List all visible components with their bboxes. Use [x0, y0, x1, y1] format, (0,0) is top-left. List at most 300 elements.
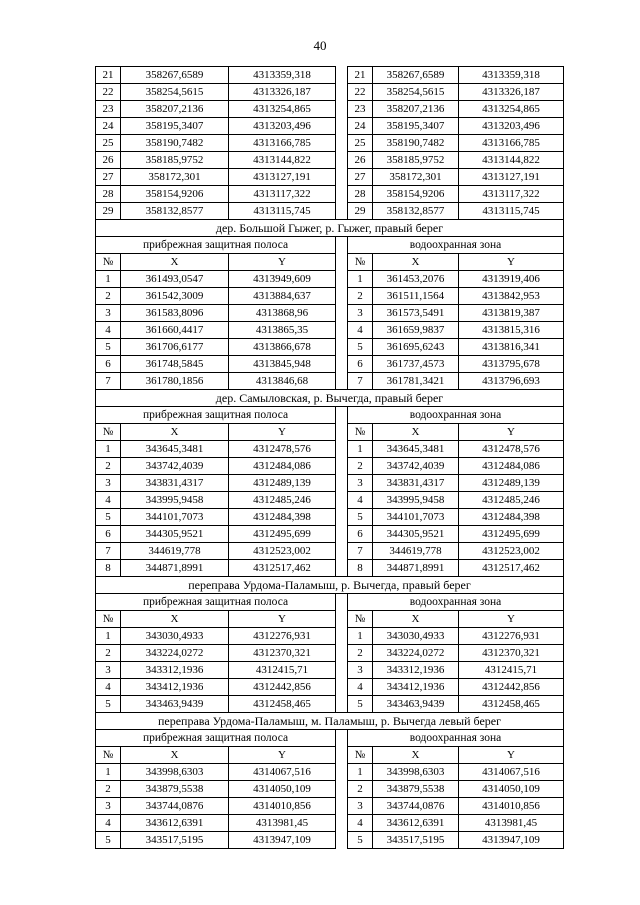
x-coordinate: 361583,8096: [121, 305, 229, 322]
y-coordinate: 4313842,953: [459, 288, 564, 305]
zone-label-row: [96, 407, 564, 424]
y-coordinate: 4313919,406: [459, 271, 564, 288]
x-coordinate: 361737,4573: [373, 356, 459, 373]
column-gap: [336, 781, 348, 798]
y-coordinate: 4313359,318: [229, 67, 336, 84]
header-x: X: [373, 747, 459, 764]
column-header-row: [96, 424, 564, 441]
y-coordinate: 4314050,109: [229, 781, 336, 798]
x-coordinate: 343412,1936: [121, 679, 229, 696]
y-coordinate: 4313846,68: [229, 373, 336, 390]
y-coordinate: 4313117,322: [459, 186, 564, 203]
point-number: 1: [96, 441, 121, 458]
x-coordinate: 358154,9206: [373, 186, 459, 203]
column-gap: [336, 815, 348, 832]
point-number: 6: [96, 526, 121, 543]
x-coordinate: 343412,1936: [373, 679, 459, 696]
x-coordinate: 343742,4039: [373, 458, 459, 475]
table-row: [96, 645, 564, 662]
point-number: 22: [96, 84, 121, 101]
x-coordinate: 343998,6303: [121, 764, 229, 781]
y-coordinate: 4314067,516: [459, 764, 564, 781]
y-coordinate: 4314010,856: [229, 798, 336, 815]
coastal-strip-label: прибрежная защитная полоса: [96, 730, 336, 747]
column-gap: [336, 747, 348, 764]
header-number: №: [348, 611, 373, 628]
point-number: 21: [96, 67, 121, 84]
y-coordinate: 4312442,856: [459, 679, 564, 696]
table-row: [96, 560, 564, 577]
point-number: 7: [348, 373, 373, 390]
table-row: [96, 118, 564, 135]
table-row: [96, 492, 564, 509]
point-number: 21: [348, 67, 373, 84]
point-number: 6: [96, 356, 121, 373]
column-gap: [336, 84, 348, 101]
column-gap: [336, 356, 348, 373]
x-coordinate: 343612,6391: [373, 815, 459, 832]
y-coordinate: 4312517,462: [229, 560, 336, 577]
y-coordinate: 4314067,516: [229, 764, 336, 781]
x-coordinate: 361511,1564: [373, 288, 459, 305]
column-gap: [336, 832, 348, 849]
point-number: 25: [348, 135, 373, 152]
y-coordinate: 4313845,948: [229, 356, 336, 373]
x-coordinate: 343744,0876: [373, 798, 459, 815]
column-gap: [336, 628, 348, 645]
y-coordinate: 4312484,086: [229, 458, 336, 475]
point-number: 3: [348, 662, 373, 679]
y-coordinate: 4313796,693: [459, 373, 564, 390]
x-coordinate: 343879,5538: [121, 781, 229, 798]
y-coordinate: 4313127,191: [459, 169, 564, 186]
point-number: 6: [348, 526, 373, 543]
point-number: 26: [348, 152, 373, 169]
point-number: 29: [348, 203, 373, 220]
x-coordinate: 343645,3481: [121, 441, 229, 458]
x-coordinate: 358132,8577: [373, 203, 459, 220]
point-number: 5: [96, 509, 121, 526]
header-number: №: [96, 611, 121, 628]
coastal-strip-label: прибрежная защитная полоса: [96, 594, 336, 611]
y-coordinate: 4313203,496: [459, 118, 564, 135]
header-x: X: [121, 254, 229, 271]
point-number: 3: [96, 662, 121, 679]
y-coordinate: 4313254,865: [229, 101, 336, 118]
y-coordinate: 4313127,191: [229, 169, 336, 186]
table-row: [96, 441, 564, 458]
column-gap: [336, 424, 348, 441]
x-coordinate: 358267,6589: [373, 67, 459, 84]
section-title: переправа Урдома-Паламыш, р. Вычегда, правый берег: [96, 577, 564, 594]
y-coordinate: 4313947,109: [229, 832, 336, 849]
column-gap: [336, 186, 348, 203]
x-coordinate: 344619,778: [121, 543, 229, 560]
column-gap: [336, 441, 348, 458]
table-row: [96, 305, 564, 322]
x-coordinate: 344101,7073: [121, 509, 229, 526]
table-row: [96, 271, 564, 288]
y-coordinate: 4312484,398: [229, 509, 336, 526]
point-number: 4: [348, 679, 373, 696]
water-protection-zone-label: водоохранная зона: [348, 594, 564, 611]
column-gap: [336, 730, 348, 747]
table-row: [96, 628, 564, 645]
point-number: 4: [96, 815, 121, 832]
table-row: [96, 339, 564, 356]
point-number: 1: [348, 271, 373, 288]
y-coordinate: 4312484,086: [459, 458, 564, 475]
point-number: 1: [348, 764, 373, 781]
point-number: 3: [348, 798, 373, 815]
section-title: дер. Большой Гыжег, р. Гыжег, правый берег: [96, 220, 564, 237]
x-coordinate: 343645,3481: [373, 441, 459, 458]
header-number: №: [96, 424, 121, 441]
column-header-row: [96, 747, 564, 764]
y-coordinate: 4313981,45: [459, 815, 564, 832]
column-gap: [336, 288, 348, 305]
point-number: 4: [348, 815, 373, 832]
point-number: 3: [96, 305, 121, 322]
table-row: [96, 67, 564, 84]
point-number: 1: [348, 628, 373, 645]
point-number: 3: [348, 305, 373, 322]
y-coordinate: 4313816,341: [459, 339, 564, 356]
header-y: Y: [229, 747, 336, 764]
point-number: 4: [348, 492, 373, 509]
point-number: 5: [96, 832, 121, 849]
table-row: [96, 696, 564, 713]
x-coordinate: 343612,6391: [121, 815, 229, 832]
x-coordinate: 344619,778: [373, 543, 459, 560]
header-y: Y: [459, 254, 564, 271]
point-number: 7: [96, 543, 121, 560]
y-coordinate: 4312276,931: [459, 628, 564, 645]
table-row: [96, 832, 564, 849]
column-gap: [336, 152, 348, 169]
y-coordinate: 4312415,71: [459, 662, 564, 679]
point-number: 27: [96, 169, 121, 186]
x-coordinate: 358195,3407: [121, 118, 229, 135]
header-number: №: [348, 747, 373, 764]
column-gap: [336, 798, 348, 815]
header-x: X: [373, 424, 459, 441]
y-coordinate: 4313866,678: [229, 339, 336, 356]
section-title-row: [96, 577, 564, 594]
x-coordinate: 343831,4317: [373, 475, 459, 492]
table-row: [96, 288, 564, 305]
x-coordinate: 358185,9752: [373, 152, 459, 169]
table-row: [96, 373, 564, 390]
column-gap: [336, 135, 348, 152]
table-row: [96, 679, 564, 696]
x-coordinate: 344871,8991: [121, 560, 229, 577]
point-number: 7: [348, 543, 373, 560]
point-number: 4: [348, 322, 373, 339]
column-gap: [336, 67, 348, 84]
x-coordinate: 343995,9458: [373, 492, 459, 509]
x-coordinate: 343517,5195: [121, 832, 229, 849]
x-coordinate: 361695,6243: [373, 339, 459, 356]
header-number: №: [348, 254, 373, 271]
point-number: 27: [348, 169, 373, 186]
y-coordinate: 4312517,462: [459, 560, 564, 577]
y-coordinate: 4313815,316: [459, 322, 564, 339]
column-gap: [336, 305, 348, 322]
column-gap: [336, 764, 348, 781]
table-row: [96, 509, 564, 526]
x-coordinate: 358190,7482: [373, 135, 459, 152]
x-coordinate: 361781,3421: [373, 373, 459, 390]
table-row: [96, 169, 564, 186]
point-number: 1: [96, 628, 121, 645]
y-coordinate: 4313359,318: [459, 67, 564, 84]
point-number: 23: [348, 101, 373, 118]
header-number: №: [96, 747, 121, 764]
section-title: переправа Урдома-Паламыш, м. Паламыш, р. Вычегда левый берег: [96, 713, 564, 730]
y-coordinate: 4312370,321: [229, 645, 336, 662]
y-coordinate: 4313795,678: [459, 356, 564, 373]
column-gap: [336, 526, 348, 543]
y-coordinate: 4313117,322: [229, 186, 336, 203]
point-number: 24: [96, 118, 121, 135]
x-coordinate: 361660,4417: [121, 322, 229, 339]
x-coordinate: 358254,5615: [373, 84, 459, 101]
point-number: 2: [348, 645, 373, 662]
x-coordinate: 358154,9206: [121, 186, 229, 203]
y-coordinate: 4313884,637: [229, 288, 336, 305]
table-row: [96, 662, 564, 679]
y-coordinate: 4313868,96: [229, 305, 336, 322]
point-number: 1: [96, 764, 121, 781]
column-gap: [336, 254, 348, 271]
zone-label-row: [96, 237, 564, 254]
point-number: 2: [348, 458, 373, 475]
x-coordinate: 343995,9458: [121, 492, 229, 509]
y-coordinate: 4312485,246: [459, 492, 564, 509]
x-coordinate: 344101,7073: [373, 509, 459, 526]
point-number: 23: [96, 101, 121, 118]
x-coordinate: 361748,5845: [121, 356, 229, 373]
column-gap: [336, 237, 348, 254]
column-gap: [336, 696, 348, 713]
point-number: 2: [96, 458, 121, 475]
column-gap: [336, 560, 348, 577]
header-y: Y: [229, 424, 336, 441]
y-coordinate: 4312523,002: [459, 543, 564, 560]
y-coordinate: 4312458,465: [459, 696, 564, 713]
y-coordinate: 4313326,187: [229, 84, 336, 101]
coastal-strip-label: прибрежная защитная полоса: [96, 237, 336, 254]
point-number: 3: [348, 475, 373, 492]
y-coordinate: 4313115,745: [459, 203, 564, 220]
header-y: Y: [459, 747, 564, 764]
x-coordinate: 343742,4039: [121, 458, 229, 475]
y-coordinate: 4313981,45: [229, 815, 336, 832]
column-gap: [336, 271, 348, 288]
point-number: 25: [96, 135, 121, 152]
header-x: X: [121, 424, 229, 441]
x-coordinate: 343831,4317: [121, 475, 229, 492]
point-number: 28: [348, 186, 373, 203]
y-coordinate: 4314050,109: [459, 781, 564, 798]
table-row: [96, 101, 564, 118]
x-coordinate: 358172,301: [121, 169, 229, 186]
water-protection-zone-label: водоохранная зона: [348, 730, 564, 747]
x-coordinate: 343744,0876: [121, 798, 229, 815]
page-number: 40: [313, 38, 327, 53]
point-number: 2: [96, 645, 121, 662]
x-coordinate: 344871,8991: [373, 560, 459, 577]
x-coordinate: 361706,6177: [121, 339, 229, 356]
x-coordinate: 361780,1856: [121, 373, 229, 390]
water-protection-zone-label: водоохранная зона: [348, 237, 564, 254]
column-gap: [336, 645, 348, 662]
column-gap: [336, 662, 348, 679]
water-protection-zone-label: водоохранная зона: [348, 407, 564, 424]
column-gap: [336, 169, 348, 186]
header-y: Y: [229, 611, 336, 628]
y-coordinate: 4313115,745: [229, 203, 336, 220]
point-number: 1: [348, 441, 373, 458]
point-number: 3: [96, 475, 121, 492]
point-number: 24: [348, 118, 373, 135]
point-number: 5: [348, 832, 373, 849]
column-gap: [336, 407, 348, 424]
table-row: [96, 84, 564, 101]
y-coordinate: 4312276,931: [229, 628, 336, 645]
header-x: X: [373, 611, 459, 628]
point-number: 28: [96, 186, 121, 203]
x-coordinate: 358254,5615: [121, 84, 229, 101]
y-coordinate: 4312523,002: [229, 543, 336, 560]
point-number: 7: [96, 373, 121, 390]
x-coordinate: 358207,2136: [373, 101, 459, 118]
y-coordinate: 4312415,71: [229, 662, 336, 679]
x-coordinate: 361542,3009: [121, 288, 229, 305]
table-row: [96, 135, 564, 152]
header-x: X: [121, 611, 229, 628]
x-coordinate: 358185,9752: [121, 152, 229, 169]
zone-label-row: [96, 594, 564, 611]
y-coordinate: 4313203,496: [229, 118, 336, 135]
y-coordinate: 4312478,576: [229, 441, 336, 458]
header-number: №: [348, 424, 373, 441]
header-number: №: [96, 254, 121, 271]
y-coordinate: 4312370,321: [459, 645, 564, 662]
header-y: Y: [229, 254, 336, 271]
table-row: [96, 798, 564, 815]
y-coordinate: 4313144,822: [459, 152, 564, 169]
y-coordinate: 4313166,785: [229, 135, 336, 152]
x-coordinate: 358132,8577: [121, 203, 229, 220]
point-number: 29: [96, 203, 121, 220]
x-coordinate: 358190,7482: [121, 135, 229, 152]
y-coordinate: 4313865,35: [229, 322, 336, 339]
point-number: 5: [96, 696, 121, 713]
point-number: 2: [96, 288, 121, 305]
header-x: X: [121, 747, 229, 764]
point-number: 26: [96, 152, 121, 169]
column-gap: [336, 611, 348, 628]
y-coordinate: 4314010,856: [459, 798, 564, 815]
table-row: [96, 781, 564, 798]
coordinates-document: [95, 66, 563, 849]
header-y: Y: [459, 424, 564, 441]
x-coordinate: 358195,3407: [373, 118, 459, 135]
point-number: 6: [348, 356, 373, 373]
column-header-row: [96, 254, 564, 271]
y-coordinate: 4312442,856: [229, 679, 336, 696]
x-coordinate: 361493,0547: [121, 271, 229, 288]
point-number: 22: [348, 84, 373, 101]
y-coordinate: 4312489,139: [229, 475, 336, 492]
table-row: [96, 543, 564, 560]
column-gap: [336, 101, 348, 118]
section-title-row: [96, 713, 564, 730]
column-gap: [336, 203, 348, 220]
y-coordinate: 4312458,465: [229, 696, 336, 713]
column-gap: [336, 492, 348, 509]
x-coordinate: 343224,0272: [373, 645, 459, 662]
column-gap: [336, 679, 348, 696]
column-gap: [336, 594, 348, 611]
point-number: 2: [348, 781, 373, 798]
table-row: [96, 815, 564, 832]
x-coordinate: 343312,1936: [373, 662, 459, 679]
table-row: [96, 526, 564, 543]
column-gap: [336, 543, 348, 560]
point-number: 5: [96, 339, 121, 356]
point-number: 2: [348, 288, 373, 305]
point-number: 8: [348, 560, 373, 577]
table-row: [96, 764, 564, 781]
x-coordinate: 361573,5491: [373, 305, 459, 322]
x-coordinate: 343224,0272: [121, 645, 229, 662]
column-gap: [336, 339, 348, 356]
table-row: [96, 356, 564, 373]
x-coordinate: 361659,9837: [373, 322, 459, 339]
column-gap: [336, 458, 348, 475]
x-coordinate: 344305,9521: [373, 526, 459, 543]
y-coordinate: 4312489,139: [459, 475, 564, 492]
y-coordinate: 4312485,246: [229, 492, 336, 509]
column-gap: [336, 475, 348, 492]
section-title-row: [96, 220, 564, 237]
y-coordinate: 4313144,822: [229, 152, 336, 169]
y-coordinate: 4312495,699: [459, 526, 564, 543]
x-coordinate: 344305,9521: [121, 526, 229, 543]
table-row: [96, 322, 564, 339]
header-x: X: [373, 254, 459, 271]
y-coordinate: 4313949,609: [229, 271, 336, 288]
column-gap: [336, 118, 348, 135]
point-number: 5: [348, 696, 373, 713]
coastal-strip-label: прибрежная защитная полоса: [96, 407, 336, 424]
table-row: [96, 458, 564, 475]
x-coordinate: 343879,5538: [373, 781, 459, 798]
x-coordinate: 343998,6303: [373, 764, 459, 781]
column-gap: [336, 373, 348, 390]
point-number: 4: [96, 679, 121, 696]
x-coordinate: 343030,4933: [373, 628, 459, 645]
table-row: [96, 203, 564, 220]
y-coordinate: 4312478,576: [459, 441, 564, 458]
column-gap: [336, 509, 348, 526]
point-number: 5: [348, 509, 373, 526]
y-coordinate: 4312484,398: [459, 509, 564, 526]
x-coordinate: 343030,4933: [121, 628, 229, 645]
